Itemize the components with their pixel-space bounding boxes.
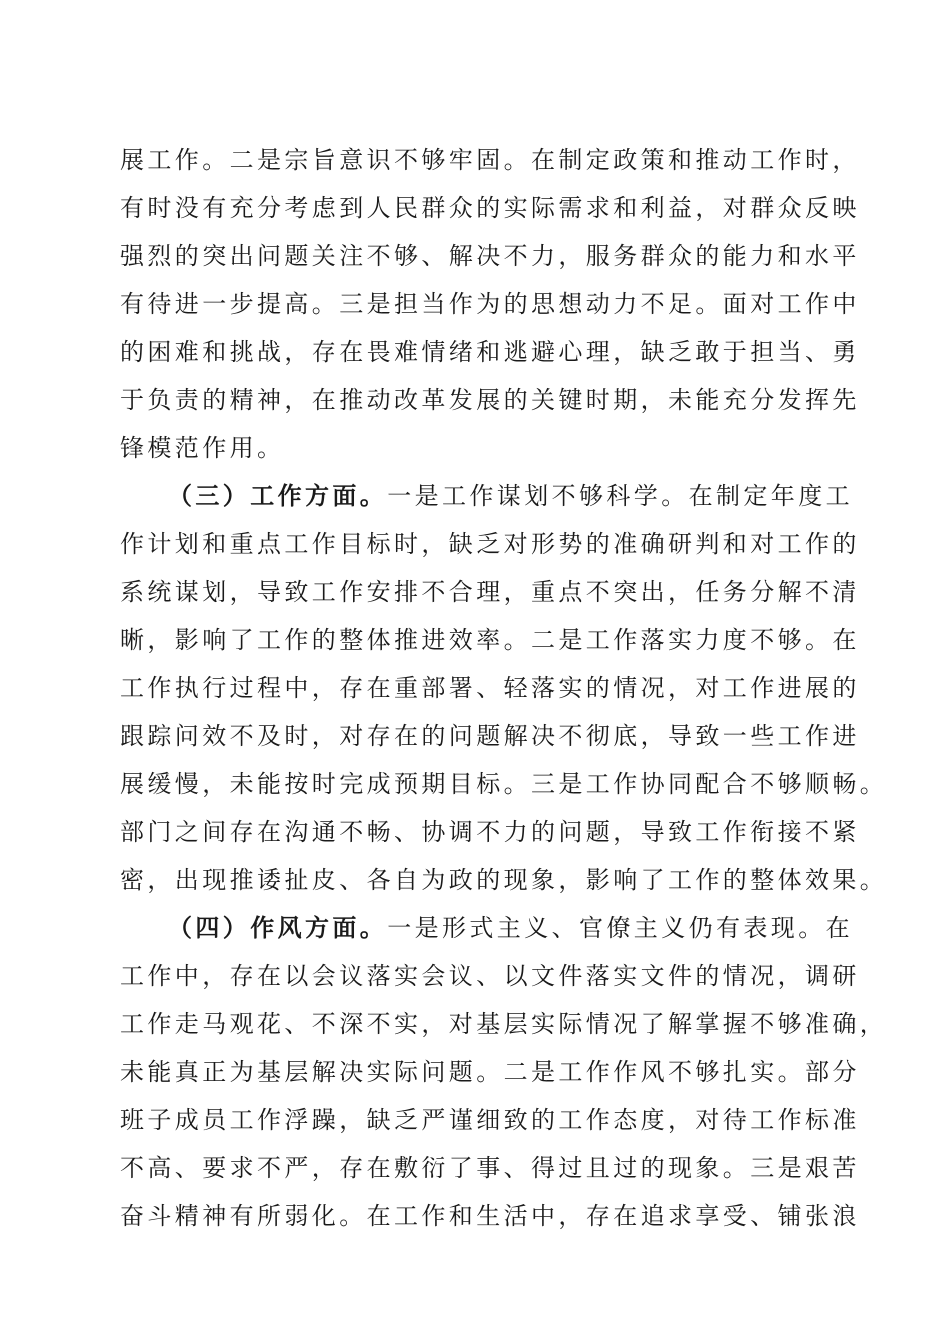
text-line: 强烈的突出问题关注不够、解决不力，服务群众的能力和水平: [120, 242, 860, 270]
paragraph-first-line: [168, 908, 854, 948]
text-line: 于负责的精神，在推动改革发展的关键时期，未能充分发挥先: [120, 386, 860, 414]
text-line: 工作走马观花、不深不实，对基层实际情况了解掌握不够准确，: [120, 1010, 888, 1038]
text-span: 一是形式主义、官僚主义仍有表现。在: [387, 914, 854, 942]
text-line: 有时没有充分考虑到人民群众的实际需求和利益，对群众反映: [120, 194, 860, 222]
text-line: 部门之间存在沟通不畅、协调不力的问题，导致工作衔接不紧: [120, 818, 860, 846]
text-line: 不高、要求不严，存在敷衍了事、得过且过的现象。三是艰苦: [120, 1154, 860, 1182]
text-line: 展工作。二是宗旨意识不够牢固。在制定政策和推动工作时，: [120, 146, 860, 174]
paragraph-first-line: [168, 476, 854, 516]
text-line: 工作中，存在以会议落实会议、以文件落实文件的情况，调研: [120, 962, 860, 990]
text-line: 展缓慢，未能按时完成预期目标。三是工作协同配合不够顺畅。: [120, 770, 888, 798]
text-line: 密，出现推诿扯皮、各自为政的现象，影响了工作的整体效果。: [120, 866, 888, 894]
text-line: 系统谋划，导致工作安排不合理，重点不突出，任务分解不清: [120, 578, 860, 606]
text-line: 晰，影响了工作的整体推进效率。二是工作落实力度不够。在: [120, 626, 860, 654]
text-line: 奋斗精神有所弱化。在工作和生活中，存在追求享受、铺张浪: [120, 1202, 860, 1230]
text-span: 一是工作谋划不够科学。在制定年度工: [387, 482, 854, 510]
text-line: 班子成员工作浮躁，缺乏严谨细致的工作态度，对待工作标准: [120, 1106, 860, 1134]
text-line: 工作执行过程中，存在重部署、轻落实的情况，对工作进展的: [120, 674, 860, 702]
text-line: 有待进一步提高。三是担当作为的思想动力不足。面对工作中: [120, 290, 860, 318]
section-heading: （三）工作方面。: [168, 481, 388, 510]
text-line: 作计划和重点工作目标时，缺乏对形势的准确研判和对工作的: [120, 530, 860, 558]
text-line: 的困难和挑战，存在畏难情绪和逃避心理，缺乏敢于担当、勇: [120, 338, 860, 366]
text-line: 未能真正为基层解决实际问题。二是工作作风不够扎实。部分: [120, 1058, 860, 1086]
section-heading: （四）作风方面。: [168, 913, 388, 942]
text-line: 锋模范作用。: [120, 434, 285, 462]
text-line: 跟踪问效不及时，对存在的问题解决不彻底，导致一些工作进: [120, 722, 860, 750]
